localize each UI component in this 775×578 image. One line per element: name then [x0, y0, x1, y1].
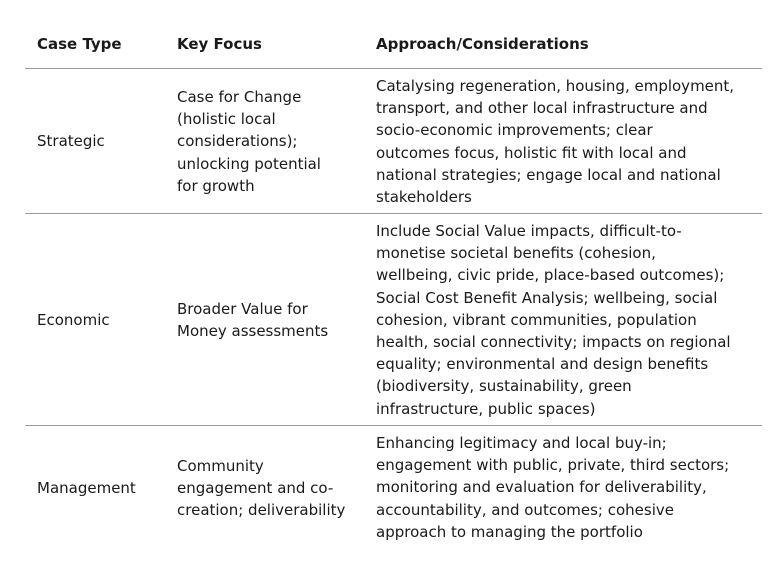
- approach-line: Social Cost Benefit Analysis; wellbeing, social: [376, 288, 718, 307]
- table-row-management: [25, 426, 762, 556]
- key-focus-line: Case for Change: [177, 88, 302, 106]
- approach-line: monitoring and evaluation for deliverability,: [376, 478, 707, 497]
- key-focus-line: unlocking potential: [177, 154, 321, 173]
- approach-cell: [376, 220, 731, 420]
- approach-line: engagement with public, private, third sectors;: [376, 456, 730, 475]
- approach-line: Catalysing regeneration, housing, employment,: [376, 77, 735, 95]
- approach-line: outcomes focus, holistic fit with local and: [376, 143, 687, 162]
- approach-line: transport, and other local infrastructure and: [376, 99, 708, 118]
- approach-cell: [376, 432, 729, 543]
- header-key-focus: Key Focus: [177, 35, 262, 53]
- key-focus-line: (holistic local: [177, 110, 276, 129]
- key-focus-line: Broader Value for: [177, 300, 308, 318]
- approach-line: health, social connectivity; impacts on regional: [376, 333, 731, 352]
- header-approach-considerations: Approach/Considerations: [376, 35, 589, 53]
- key-focus-cell: [177, 455, 345, 522]
- approach-line: national strategies; engage local and national: [376, 165, 721, 184]
- key-focus-line: creation; deliverability: [177, 501, 346, 520]
- key-focus-cell: [177, 298, 328, 342]
- key-focus-line: for growth: [177, 176, 255, 195]
- approach-line: Include Social Value impacts, difficult-to-: [376, 222, 682, 240]
- approach-line: (biodiversity, sustainability, green: [376, 377, 632, 396]
- key-focus-cell: [177, 86, 321, 197]
- key-focus-line: Money assessments: [177, 322, 329, 341]
- approach-line: accountability, and outcomes; cohesive: [376, 500, 674, 519]
- case-type-cell: Strategic: [37, 132, 105, 150]
- approach-line: stakeholders: [376, 188, 472, 207]
- case-type-cell: Management: [37, 479, 136, 497]
- approach-line: Enhancing legitimacy and local buy-in;: [376, 434, 667, 452]
- approach-cell: [376, 75, 734, 208]
- key-focus-line: Community: [177, 457, 264, 475]
- table-row-strategic: [25, 69, 762, 214]
- approach-line: cohesion, vibrant communities, population: [376, 310, 697, 329]
- approach-line: wellbeing, civic pride, place-based outcomes);: [376, 266, 725, 285]
- key-focus-line: engagement and co-: [177, 479, 334, 498]
- approach-line: infrastructure, public spaces): [376, 399, 596, 418]
- key-focus-line: considerations);: [177, 132, 298, 151]
- case-type-cell: Economic: [37, 311, 110, 329]
- approach-line: socio-economic improvements; clear: [376, 121, 653, 140]
- header-case-type: Case Type: [37, 35, 122, 53]
- approach-line: equality; environmental and design benefits: [376, 355, 709, 374]
- approach-line: approach to managing the portfolio: [376, 522, 643, 541]
- approach-line: monetise societal benefits (cohesion,: [376, 244, 656, 263]
- table-row-economic: [25, 214, 762, 426]
- table-header-row: [25, 0, 762, 69]
